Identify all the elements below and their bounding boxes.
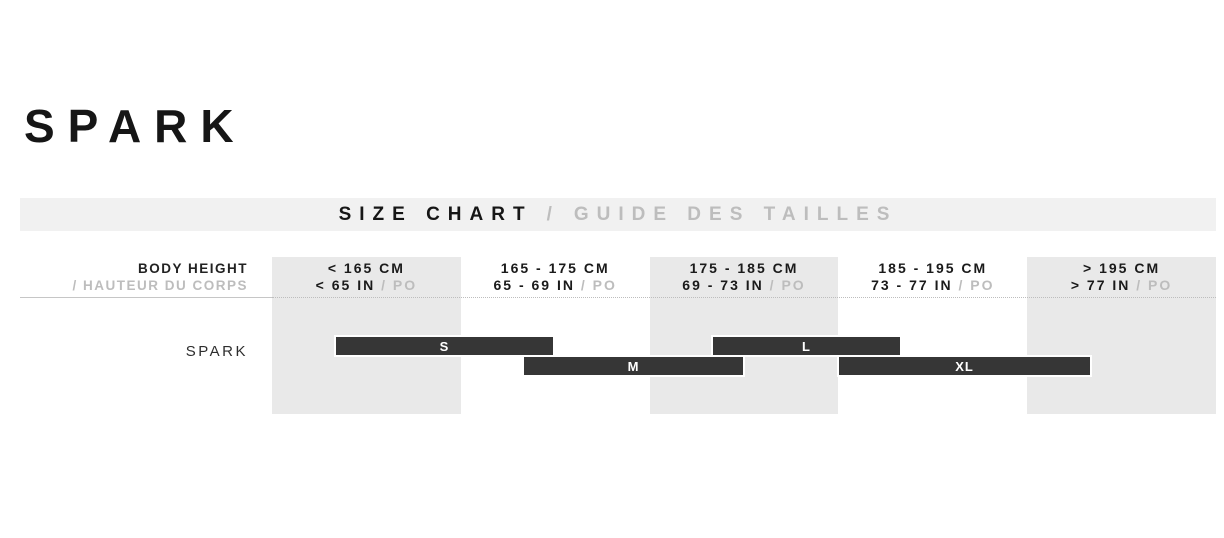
size-bar-l bbox=[713, 337, 900, 355]
header-cell-1 bbox=[272, 257, 461, 298]
size-bar-xl bbox=[839, 357, 1090, 375]
header-cell-5 bbox=[1027, 257, 1216, 298]
size-bar-s bbox=[336, 337, 553, 355]
row-header-body-height bbox=[20, 257, 272, 298]
row-header-fr: / HAUTEUR DU CORPS bbox=[72, 278, 248, 293]
header-cm-4: 185 - 195 CM bbox=[878, 260, 988, 276]
banner-title: SIZE CHART bbox=[338, 203, 533, 225]
row-label-spark: SPARK bbox=[185, 343, 248, 360]
header-cm-5: > 195 CM bbox=[1083, 260, 1161, 276]
size-bar-xl-label: XL bbox=[955, 358, 974, 374]
size-bar-s-label: S bbox=[439, 338, 450, 354]
header-cm-3: 175 - 185 CM bbox=[689, 260, 799, 276]
header-cell-2 bbox=[461, 257, 650, 298]
header-in-5: > 77 IN / PO bbox=[1070, 277, 1173, 293]
header-in-4: 73 - 77 IN / PO bbox=[871, 277, 995, 293]
page-title: SPARK bbox=[24, 100, 247, 152]
row-header-en: BODY HEIGHT bbox=[137, 261, 248, 276]
banner-separator: / bbox=[546, 203, 560, 225]
header-in-1: < 65 IN / PO bbox=[315, 277, 418, 293]
header-in-2: 65 - 69 IN / PO bbox=[493, 277, 617, 293]
size-table bbox=[20, 257, 1216, 414]
header-in-3: 69 - 73 IN / PO bbox=[682, 277, 806, 293]
header-cm-2: 165 - 175 CM bbox=[500, 260, 610, 276]
header-cell-4 bbox=[838, 257, 1027, 298]
header-divider-dotted bbox=[272, 297, 1216, 298]
header-cm-1: < 165 CM bbox=[327, 260, 405, 276]
banner-subtitle: GUIDE DES TAILLES bbox=[573, 203, 898, 225]
size-bar-m bbox=[524, 357, 743, 375]
size-chart-banner bbox=[20, 198, 1216, 231]
size-bar-m-label: M bbox=[627, 358, 640, 374]
size-bar-l-label: L bbox=[802, 338, 811, 354]
header-cell-3 bbox=[650, 257, 839, 298]
